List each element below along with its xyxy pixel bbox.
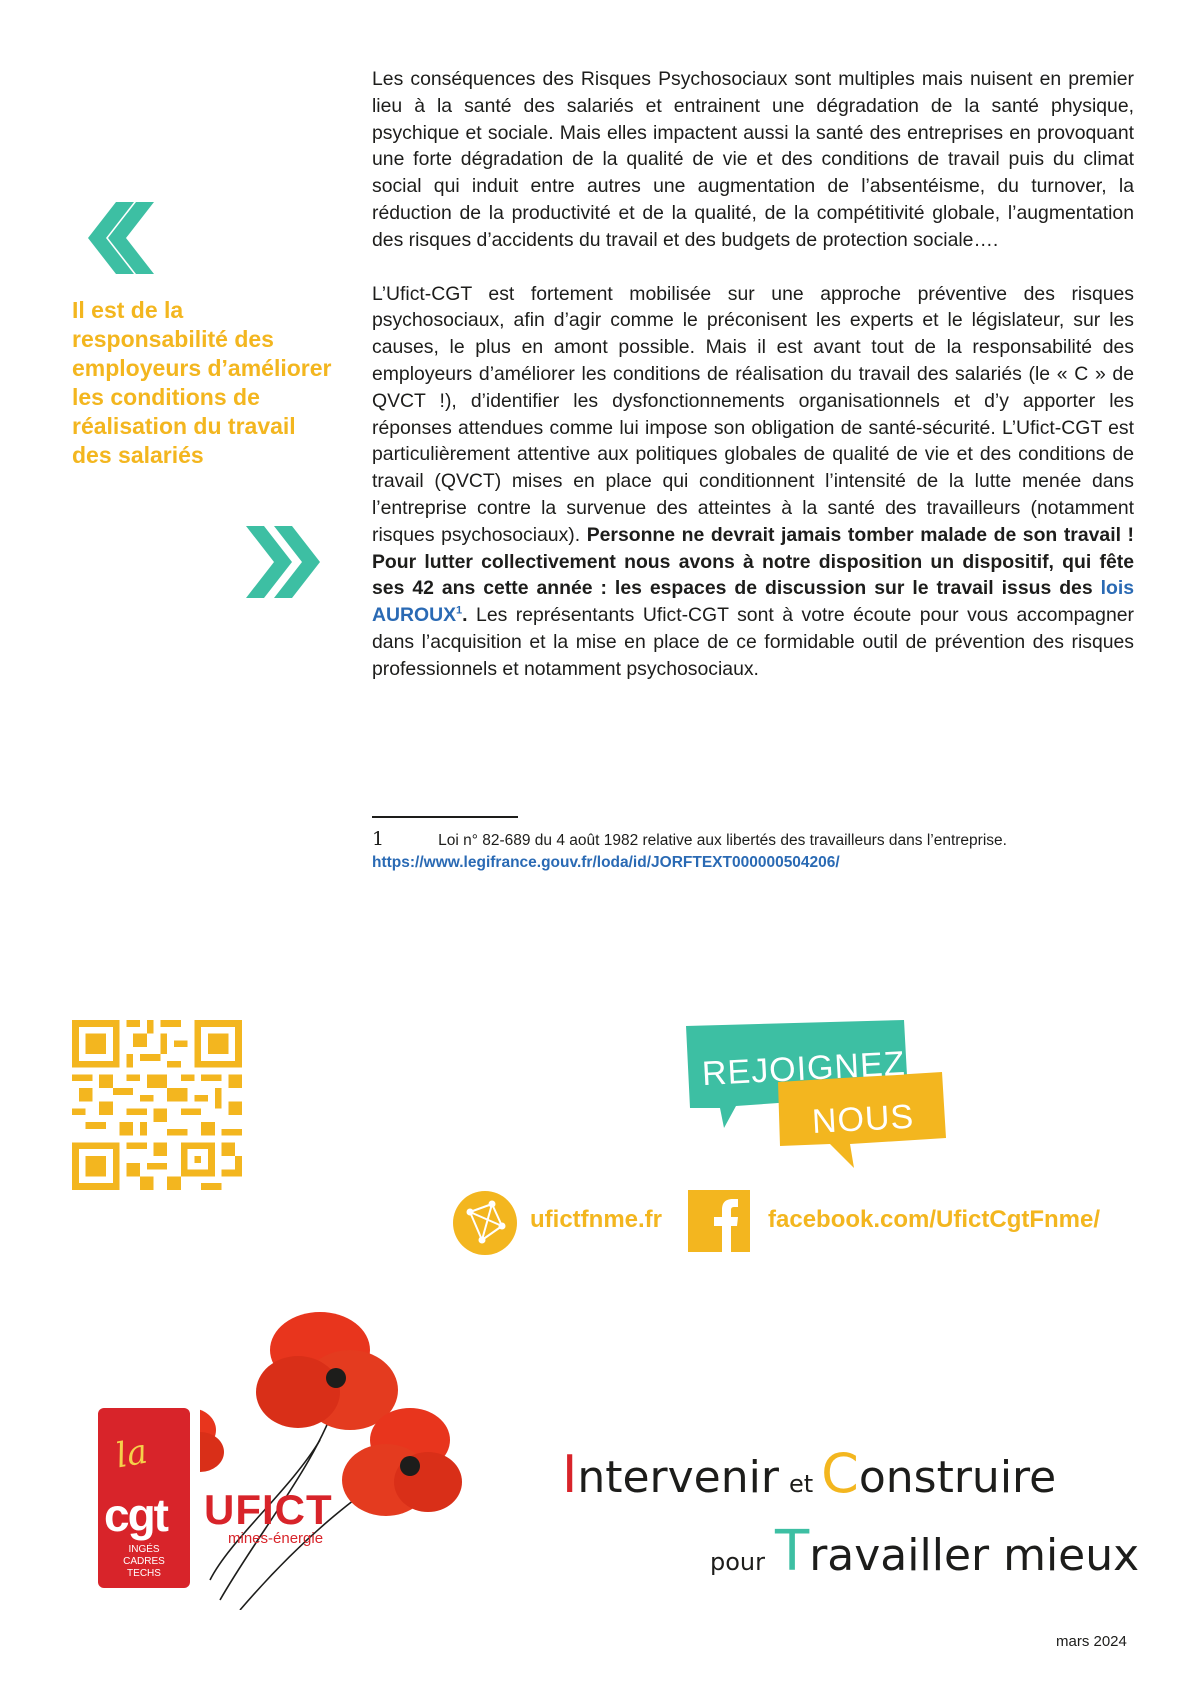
ufict-logo-subtitle: mines-énergie bbox=[228, 1530, 324, 1547]
footnote-line bbox=[372, 828, 1152, 852]
highlight-statement: Personne ne devrait jamais tomber malade de son travail ! Pour lutter collectivement nous avons à notre disposition un dispositif, qui fête ses 42 ans cette année : les espaces de discussion sur le travail issus des bbox=[372, 523, 1134, 600]
cgt-logo bbox=[98, 1408, 190, 1588]
footnote-link[interactable]: https://www.legifrance.gouv.fr/loda/id/JORFTEXT000000504206/ bbox=[372, 854, 840, 871]
facebook-icon[interactable] bbox=[688, 1190, 750, 1252]
slogan-pour: pour bbox=[710, 1548, 765, 1576]
footnote-number: 1 bbox=[372, 828, 385, 850]
slogan-i-letter: I bbox=[562, 1445, 578, 1505]
main-text bbox=[372, 66, 1134, 683]
pull-quote: Il est de la responsabilité des employeurs d’améliorer les conditions de réalisation du travail des salariés bbox=[72, 297, 332, 468]
slogan-et: et bbox=[788, 1470, 814, 1498]
footnote bbox=[372, 828, 1152, 874]
statement-period: . bbox=[462, 604, 468, 627]
poppy-small bbox=[200, 1408, 224, 1472]
cgt-sub-line2: CADRES bbox=[123, 1556, 165, 1567]
poppies-illustration bbox=[200, 1310, 490, 1610]
paragraph-end: Les représentants Ufict-CGT sont à votre écoute pour vous accompagner dans l’acquisition et la mise en place de ce formidable outil de prévention des risques professionnels et notamment psychosociaux. bbox=[372, 604, 1134, 680]
facebook-link[interactable]: facebook.com/UfictCgtFnme/ bbox=[768, 1206, 1101, 1233]
qr-code[interactable] bbox=[72, 1020, 242, 1190]
cgt-sub-line3: TECHS bbox=[127, 1568, 161, 1579]
svg-text:InterveniretConstruire bbox=[562, 1442, 1056, 1505]
globe-icon[interactable] bbox=[452, 1190, 518, 1256]
footnote-divider bbox=[372, 816, 518, 818]
open-quote-icon bbox=[80, 198, 160, 278]
auroux-laws-link[interactable]: lois AUROUX bbox=[372, 577, 1135, 627]
slogan-intervenir: ntervenir bbox=[577, 1452, 779, 1503]
slogan-t-letter: T bbox=[775, 1519, 810, 1584]
slogan-travailler-mieux: ravailler mieux bbox=[809, 1530, 1140, 1581]
cgt-logo-subtitle bbox=[98, 1544, 190, 1580]
paragraph-ufict bbox=[372, 281, 1134, 683]
footnote-ref[interactable]: 1 bbox=[456, 604, 463, 617]
svg-text:pourTravailler mieux bbox=[710, 1519, 1139, 1584]
cgt-logo-name: cgt bbox=[104, 1489, 167, 1541]
cgt-logo-la: la bbox=[112, 1431, 151, 1477]
website-link[interactable]: ufictfnme.fr bbox=[530, 1206, 662, 1233]
publication-date: mars 2024 bbox=[1056, 1633, 1127, 1650]
footnote-text: Loi n° 82-689 du 4 août 1982 relative aux libertés des travailleurs dans l’entreprise. bbox=[438, 832, 1007, 849]
close-quote-icon bbox=[242, 522, 322, 602]
poppy-large bbox=[256, 1312, 398, 1430]
slogan bbox=[562, 1440, 1142, 1590]
cgt-sub-line1: INGÉS bbox=[128, 1544, 160, 1555]
slogan-construire: onstruire bbox=[858, 1452, 1057, 1503]
ufict-logo: UFICT bbox=[204, 1486, 333, 1533]
join-line1: REJOIGNEZ bbox=[701, 1044, 907, 1094]
slogan-c-letter: C bbox=[821, 1442, 859, 1505]
join-us-badge[interactable] bbox=[680, 1020, 950, 1170]
paragraph-intro: L’Ufict-CGT est fortement mobilisée sur une approche préventive des risques psychosociaux, afin d’agir comme le préconisent les experts et le législateur, sur les causes, le plus en amont possible. Mais il est avant tout de la responsabilité des employeurs d’améliorer les conditions de réalisation du travail des salariés (le « C » de QVCT !), d’identifier les dysfonctionnements organisationnels et d’y apporter les réponses attendues comme lui impose son obligation de santé-sécurité. L’Ufict-CGT est particulièrement attentive aux politiques globales de qualité de vie et des conditions de travail (QVCT) mises en place qui conditionnent l’intensité de la lutte menée dans l’entreprise contre la survenue des atteintes à la santé des travailleurs (notamment risques psychosociaux). bbox=[372, 282, 1134, 546]
paragraph-consequences: Les conséquences des Risques Psychosociaux sont multiples mais nuisent en premier lieu à la santé des salariés et entrainent une dégradation de la santé physique, psychique et sociale. Mais elles impactent aussi la santé des entreprises en provoquant une forte dégradation de la qualité de vie et des conditions de travail puis du climat social qui induit entre autres une augmentation de l’absentéisme, du turnover, la réduction de la productivité et de la qualité, de la compétitivité globale, l’augmentation des risques d’accidents du travail et des budgets de protection sociale…. bbox=[372, 68, 1134, 251]
join-line2: NOUS bbox=[811, 1097, 916, 1142]
